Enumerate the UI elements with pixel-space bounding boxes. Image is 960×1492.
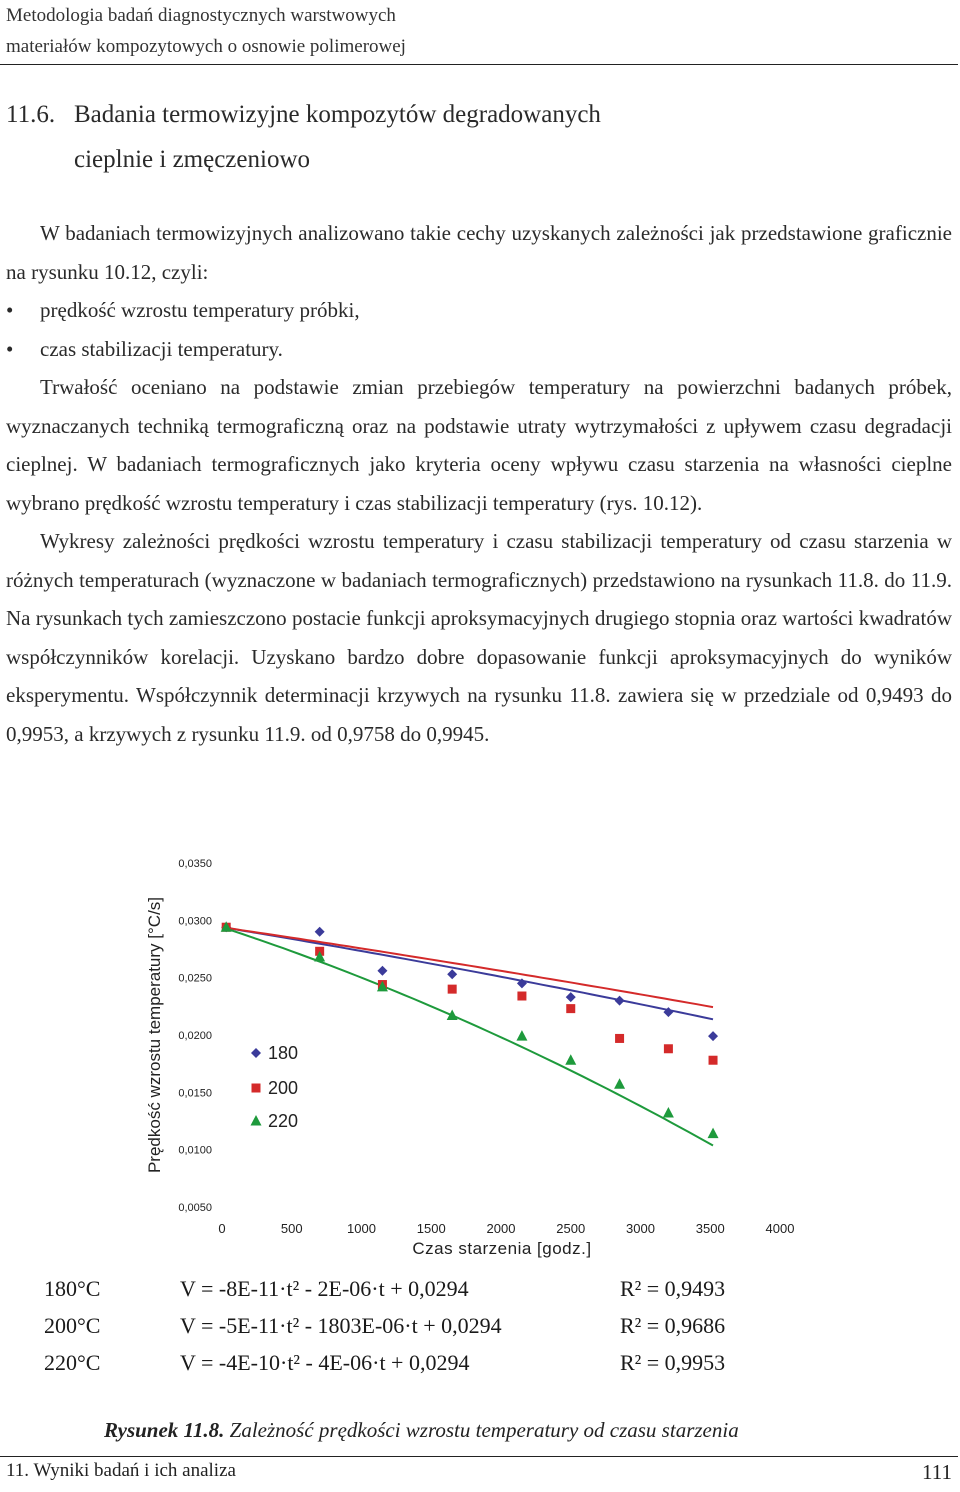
x-tick-label: 1000 <box>347 1221 376 1236</box>
data-point-200 <box>517 992 526 1001</box>
data-point-220 <box>516 1030 527 1041</box>
x-axis-title: Czas starzenia [godz.] <box>412 1239 592 1258</box>
y-tick-label: 0,0250 <box>178 972 212 985</box>
x-tick-label: 3500 <box>695 1221 725 1236</box>
footer-rule <box>0 1456 958 1457</box>
body-text <box>6 214 952 753</box>
fit-curve-200 <box>226 928 713 1007</box>
figure-caption <box>104 1418 904 1443</box>
data-point-180 <box>708 1031 718 1041</box>
data-point-220 <box>614 1078 625 1089</box>
section-number: 11.6. <box>6 101 56 128</box>
figure-chart <box>0 840 960 1260</box>
equation-temperature: 220°C <box>44 1350 101 1375</box>
running-header-line1: Metodologia badań diagnostycznych warstwowych <box>6 5 396 26</box>
list-item: • czas stabilizacji temperatury. <box>6 330 952 369</box>
data-point-180 <box>377 966 387 976</box>
legend-marker-200 <box>252 1084 261 1093</box>
equation-r-squared: R² = 0,9953 <box>620 1350 726 1375</box>
x-tick-label: 3000 <box>626 1221 655 1236</box>
equation-row <box>0 1276 960 1313</box>
y-axis-title: Prędkość wzrostu temperatury [°C/s] <box>145 896 164 1174</box>
data-point-200 <box>709 1056 718 1065</box>
section-heading <box>6 92 946 182</box>
paragraph-2: Trwałość oceniano na podstawie zmian przebiegów temperatury na powierzchni badanych próbek, wyznaczanych techniką termograficzną oraz na podstawie utraty wytrzymałości z upływem czasu degradacji cieplnej. W badaniach termograficznych jako kryteria oceny wpływu czasu starzenia na własności cieplne wybrano prędkość wzrostu temperatury i czas stabilizacji temperatury (rys. 10.12). <box>6 375 952 515</box>
equation-r-squared: R² = 0,9493 <box>620 1276 726 1301</box>
list-item: • prędkość wzrostu temperatury próbki, <box>6 291 952 330</box>
data-point-200 <box>664 1044 673 1053</box>
section-title-line1: Badania termowizyjne kompozytów degradowanych <box>74 101 601 128</box>
data-point-180 <box>615 996 625 1006</box>
equation-temperature: 200°C <box>44 1313 101 1338</box>
criteria-list <box>6 291 952 368</box>
equation-formula: V = -4E-10·t² - 4E-06·t + 0,0294 <box>180 1350 470 1375</box>
equation-formula: V = -8E-11·t² - 2E-06·t + 0,0294 <box>180 1276 469 1301</box>
x-tick-label: 0 <box>218 1221 226 1236</box>
legend-marker-220 <box>251 1115 262 1126</box>
fit-curve-220 <box>226 929 713 1146</box>
chart-svg <box>0 840 960 1260</box>
paragraph-1: W badaniach termowizyjnych analizowano takie cechy uzyskanych zależności jak przedstawione graficznie na rysunku 10.12, czyli: <box>6 221 952 284</box>
running-header <box>6 0 956 62</box>
legend-label-200: 200 <box>268 1078 299 1098</box>
section-title-line2: cieplnie i zmęczeniowo <box>74 146 310 173</box>
fit-curve-180 <box>226 928 713 1019</box>
y-tick-label: 0,0350 <box>178 858 212 870</box>
data-point-180 <box>566 992 576 1002</box>
page-number: 111 <box>922 1460 952 1484</box>
data-point-220 <box>565 1054 576 1065</box>
paragraph-3: Wykresy zależności prędkości wzrostu temperatury i czasu stabilizacji temperatury od czasu starzenia w różnych temperaturach (wyznaczone w badaniach termograficznych) przedstawiono na rysunkach 11.8. do 11.9. Na rysunkach tych zamieszczono postacie funkcji aproksymacyjnych drugiego stopnia oraz wartości kwadratów współczynników korelacji. Uzyskano bardzo dobre dopasowanie funkcji aproksymacyjnych do wyników eksperymentu. Współczynnik determinacji krzywych na rysunku 11.8. zawiera się w przedziale od 0,9493 do 0,9953, a krzywych z rysunku 11.9. od 0,9758 do 0,9945. <box>6 529 952 746</box>
data-point-220 <box>708 1128 719 1139</box>
figure-label: Rysunek 11.8. <box>104 1418 225 1442</box>
y-tick-label: 0,0050 <box>178 1202 212 1214</box>
footer-chapter: 11. Wyniki badań i ich analiza <box>6 1460 236 1481</box>
equation-row <box>0 1350 960 1387</box>
y-tick-label: 0,0100 <box>178 1144 212 1157</box>
data-point-180 <box>447 969 457 979</box>
legend-label-220: 220 <box>268 1111 299 1131</box>
page-footer <box>6 1460 952 1482</box>
data-point-180 <box>315 927 325 937</box>
data-point-200 <box>566 1004 575 1013</box>
equation-r-squared: R² = 0,9686 <box>620 1313 726 1338</box>
legend-label-180: 180 <box>268 1043 299 1063</box>
x-tick-label: 500 <box>280 1221 303 1236</box>
equation-formula: V = -5E-11·t² - 1803E-06·t + 0,0294 <box>180 1313 502 1338</box>
data-point-200 <box>615 1034 624 1043</box>
x-tick-label: 2500 <box>556 1221 586 1236</box>
equation-row <box>0 1313 960 1350</box>
legend-marker-180 <box>251 1048 261 1058</box>
x-tick-label: 2000 <box>486 1221 516 1236</box>
y-tick-label: 0,0300 <box>178 915 212 928</box>
figure-caption-text: Zależność prędkości wzrostu temperatury od czasu starzenia <box>229 1418 739 1442</box>
equation-temperature: 180°C <box>44 1276 101 1301</box>
x-tick-label: 1500 <box>416 1221 446 1236</box>
y-tick-label: 0,0150 <box>178 1087 212 1100</box>
data-point-220 <box>663 1107 674 1118</box>
fit-equations <box>0 1276 960 1387</box>
data-point-200 <box>448 985 457 994</box>
header-rule <box>0 64 958 65</box>
running-header-line2: materiałów kompozytowych o osnowie polimerowej <box>6 36 406 57</box>
x-tick-label: 4000 <box>765 1221 795 1236</box>
y-tick-label: 0,0200 <box>178 1030 212 1042</box>
